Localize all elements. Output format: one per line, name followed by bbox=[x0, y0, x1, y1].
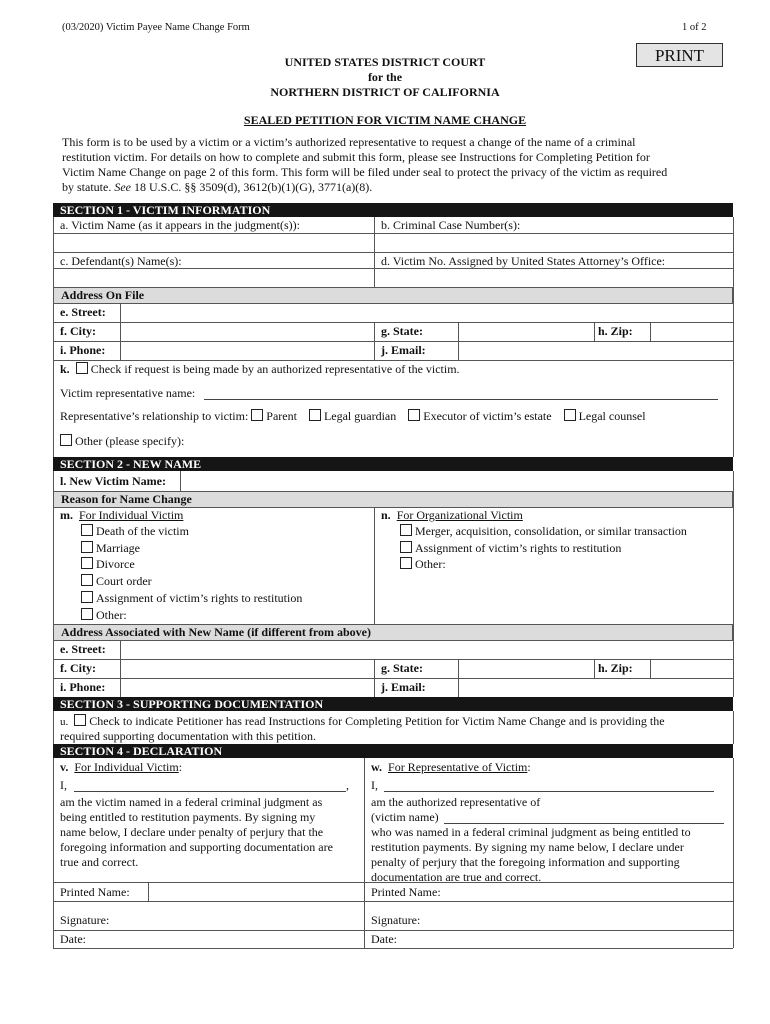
other-row bbox=[60, 434, 184, 449]
w-line: who was named in a federal criminal judgment as being entitled to bbox=[371, 825, 691, 839]
case-number-label: b. Criminal Case Number(s): bbox=[381, 218, 521, 232]
rep-name-label: Victim representative name: bbox=[60, 386, 196, 400]
intro-prefix: by statute. bbox=[62, 180, 115, 194]
rep-name-input[interactable] bbox=[204, 399, 718, 400]
divider bbox=[148, 882, 149, 901]
death-label: Death of the victim bbox=[96, 524, 189, 538]
rule bbox=[53, 901, 733, 902]
docs-check-row bbox=[60, 714, 665, 729]
zip-input[interactable] bbox=[652, 324, 732, 339]
new-address-header: Address Associated with New Name (if different from above) bbox=[53, 625, 733, 640]
border-right bbox=[733, 758, 734, 948]
v-line: foregoing information and supporting documentation are bbox=[60, 840, 333, 854]
section4-header: SECTION 4 - DECLARATION bbox=[53, 744, 733, 758]
death-checkbox[interactable] bbox=[81, 524, 93, 536]
other-checkbox[interactable] bbox=[60, 434, 72, 446]
w-declaration-text bbox=[371, 795, 731, 885]
w-date-input[interactable] bbox=[403, 932, 731, 946]
intro-suffix: 18 U.S.C. §§ 3509(d), 3612(b)(1)(G), 3771(a)(8). bbox=[130, 180, 373, 194]
reason-header: Reason for Name Change bbox=[53, 492, 733, 507]
defendant-name-label: c. Defendant(s) Name(s): bbox=[60, 254, 182, 268]
section2-header: SECTION 2 - NEW NAME bbox=[53, 457, 733, 471]
n-letter: n. bbox=[381, 508, 391, 522]
divider bbox=[180, 471, 181, 491]
docs-checkbox[interactable] bbox=[74, 714, 86, 726]
relationship-label: Representative’s relationship to victim: bbox=[60, 409, 249, 423]
victim-number-label: d. Victim No. Assigned by United States Attorney’s Office: bbox=[381, 254, 666, 268]
v-comma: , bbox=[346, 778, 349, 792]
reason-option bbox=[400, 524, 687, 539]
divider bbox=[594, 322, 595, 341]
border-left bbox=[53, 758, 54, 948]
victim-name-input[interactable] bbox=[55, 234, 373, 251]
email-input[interactable] bbox=[460, 343, 732, 358]
v-line: am the victim named in a federal criminal judgment as bbox=[60, 795, 323, 809]
reason-option bbox=[400, 541, 621, 556]
w-title: For Representative of Victim bbox=[388, 760, 528, 774]
print-button[interactable]: PRINT bbox=[636, 43, 723, 67]
rep-declaration-title: w. For Representative of Victim: bbox=[371, 760, 531, 774]
intro-line: This form is to be used by a victim or a victim’s authorized representative to request a change of the name of a criminal bbox=[62, 135, 636, 149]
v-signature-label: Signature: bbox=[60, 913, 110, 927]
phone-label: i. Phone: bbox=[60, 680, 106, 694]
w-name-input[interactable] bbox=[384, 791, 714, 792]
m-other-checkbox[interactable] bbox=[81, 608, 93, 620]
city-label: f. City: bbox=[60, 661, 96, 675]
v-name-input[interactable] bbox=[74, 791, 346, 792]
v-letter: v. bbox=[60, 760, 69, 774]
new-street-input[interactable] bbox=[122, 642, 732, 657]
email-label: j. Email: bbox=[381, 343, 426, 357]
divider bbox=[594, 659, 595, 678]
marriage-label: Marriage bbox=[96, 541, 140, 555]
relationship-row bbox=[60, 409, 646, 424]
merger-label: Merger, acquisition, consolidation, or similar transaction bbox=[415, 524, 687, 538]
new-city-input[interactable] bbox=[122, 661, 372, 676]
rule bbox=[53, 659, 733, 660]
rep-check-row bbox=[60, 362, 460, 377]
court-for: for the bbox=[367, 70, 403, 84]
section1-header: SECTION 1 - VICTIM INFORMATION bbox=[53, 203, 733, 217]
street-input[interactable] bbox=[122, 305, 732, 320]
section3-header: SECTION 3 - SUPPORTING DOCUMENTATION bbox=[53, 697, 733, 711]
city-input[interactable] bbox=[122, 324, 372, 339]
new-phone-input[interactable] bbox=[122, 680, 372, 695]
district-title: NORTHERN DISTRICT OF CALIFORNIA bbox=[270, 85, 500, 99]
reason-option bbox=[81, 557, 135, 572]
intro-paragraph bbox=[62, 135, 722, 195]
u-letter: u. bbox=[60, 716, 69, 728]
court-order-checkbox[interactable] bbox=[81, 574, 93, 586]
divider bbox=[120, 303, 121, 360]
w-line: am the authorized representative of bbox=[371, 795, 541, 809]
form-id: (03/2020) Victim Payee Name Change Form bbox=[62, 22, 250, 33]
counsel-checkbox[interactable] bbox=[564, 409, 576, 421]
zip-label: h. Zip: bbox=[598, 661, 633, 675]
v-printed-name-label: Printed Name: bbox=[60, 885, 130, 899]
rule bbox=[53, 322, 733, 323]
org-reason-title bbox=[381, 508, 523, 523]
rule bbox=[53, 360, 733, 361]
petition-title: SEALED PETITION FOR VICTIM NAME CHANGE bbox=[243, 113, 527, 127]
street-label: e. Street: bbox=[60, 642, 106, 656]
w-line: (victim name) bbox=[371, 810, 439, 824]
counsel-label: Legal counsel bbox=[578, 409, 646, 423]
address-on-file-header: Address On File bbox=[53, 288, 733, 303]
reason-option bbox=[81, 574, 152, 589]
rule bbox=[53, 678, 733, 679]
new-name-input[interactable] bbox=[182, 473, 732, 489]
new-zip-input[interactable] bbox=[652, 661, 732, 676]
executor-checkbox[interactable] bbox=[408, 409, 420, 421]
w-signature-label: Signature: bbox=[371, 913, 421, 927]
border-right bbox=[733, 217, 734, 457]
divider bbox=[650, 659, 651, 678]
victim-number-input[interactable] bbox=[376, 269, 732, 286]
divider bbox=[374, 507, 375, 624]
street-label: e. Street: bbox=[60, 305, 106, 319]
org-assignment-checkbox[interactable] bbox=[400, 541, 412, 553]
w-line: restitution payments. By signing my name below, I declare under bbox=[371, 840, 684, 854]
merger-checkbox[interactable] bbox=[400, 524, 412, 536]
border-right bbox=[733, 711, 734, 744]
parent-label: Parent bbox=[266, 409, 297, 423]
marriage-checkbox[interactable] bbox=[81, 541, 93, 553]
m-title: For Individual Victim bbox=[79, 508, 184, 522]
w-line: penalty of perjury that the foregoing information and supporting bbox=[371, 855, 680, 869]
rep-checkbox[interactable] bbox=[76, 362, 88, 374]
page-number: 1 of 2 bbox=[682, 22, 707, 33]
court-order-label: Court order bbox=[96, 574, 152, 588]
rule bbox=[53, 882, 733, 883]
border-left bbox=[53, 711, 54, 744]
individual-reason-title bbox=[60, 508, 183, 523]
city-label: f. City: bbox=[60, 324, 96, 338]
state-label: g. State: bbox=[381, 661, 423, 675]
rule bbox=[53, 303, 733, 304]
executor-label: Executor of victim’s estate bbox=[423, 409, 552, 423]
intro-line bbox=[62, 180, 722, 195]
v-i-label: I, bbox=[60, 778, 67, 792]
case-number-input[interactable] bbox=[376, 234, 732, 251]
docs-text-1: Check to indicate Petitioner has read Instructions for Completing Petition for Victim Name Change and is providing the bbox=[89, 714, 665, 728]
m-other-label: Other: bbox=[96, 608, 127, 622]
new-state-input[interactable] bbox=[460, 661, 592, 676]
rule bbox=[53, 252, 733, 253]
rule bbox=[53, 948, 733, 949]
new-name-label: l. New Victim Name: bbox=[60, 474, 166, 488]
n-other-label: Other: bbox=[415, 557, 446, 571]
v-line: being entitled to restitution payments. By signing my bbox=[60, 810, 316, 824]
rep-check-text: Check if request is being made by an authorized representative of the victim. bbox=[90, 362, 460, 376]
v-printed-name-input[interactable] bbox=[150, 884, 362, 900]
v-date-label: Date: bbox=[60, 932, 86, 946]
reason-option bbox=[81, 591, 302, 606]
w-printed-name-label: Printed Name: bbox=[371, 885, 441, 899]
w-victim-name-input[interactable] bbox=[444, 823, 724, 824]
divider bbox=[650, 322, 651, 341]
phone-input[interactable] bbox=[122, 343, 372, 358]
org-assignment-label: Assignment of victim’s rights to restitution bbox=[415, 541, 622, 555]
state-input[interactable] bbox=[460, 324, 592, 339]
other-label: Other (please specify): bbox=[75, 434, 185, 448]
intro-line: Victim Name Change on page 2 of this form. This form will be filed under seal to protect the privacy of the victim as required bbox=[62, 165, 668, 179]
w-line: documentation are true and correct. bbox=[371, 870, 542, 884]
guardian-label: Legal guardian bbox=[323, 409, 397, 423]
new-email-input[interactable] bbox=[460, 680, 732, 695]
divorce-checkbox[interactable] bbox=[81, 557, 93, 569]
rule bbox=[53, 341, 733, 342]
rule bbox=[53, 930, 733, 931]
defendant-name-input[interactable] bbox=[55, 269, 373, 286]
reason-option bbox=[81, 608, 127, 623]
reason-option bbox=[400, 557, 446, 572]
email-label: j. Email: bbox=[381, 680, 426, 694]
intro-see: See bbox=[114, 180, 131, 194]
v-line: true and correct. bbox=[60, 855, 139, 869]
v-line: name below, I declare under penalty of perjury that the bbox=[60, 825, 324, 839]
k-letter: k. bbox=[60, 362, 70, 376]
guardian-checkbox[interactable] bbox=[309, 409, 321, 421]
reason-option bbox=[81, 541, 140, 556]
zip-label: h. Zip: bbox=[598, 324, 633, 338]
parent-checkbox[interactable] bbox=[251, 409, 263, 421]
n-title: For Organizational Victim bbox=[396, 508, 523, 522]
intro-line: restitution victim. For details on how to complete and submit this form, please see Instructions for Completing Petition for bbox=[62, 150, 650, 164]
border-right bbox=[733, 471, 734, 697]
w-printed-name-input[interactable] bbox=[450, 884, 732, 900]
assignment-checkbox[interactable] bbox=[81, 591, 93, 603]
v-declaration-text bbox=[60, 795, 360, 870]
v-date-input[interactable] bbox=[92, 932, 362, 946]
w-date-label: Date: bbox=[371, 932, 397, 946]
state-label: g. State: bbox=[381, 324, 423, 338]
w-letter: w. bbox=[371, 760, 383, 774]
n-other-checkbox[interactable] bbox=[400, 557, 412, 569]
border-left bbox=[53, 217, 54, 457]
court-title: UNITED STATES DISTRICT COURT bbox=[284, 55, 486, 69]
phone-label: i. Phone: bbox=[60, 343, 106, 357]
rule bbox=[53, 640, 733, 641]
individual-declaration-title: v. For Individual Victim: bbox=[60, 760, 183, 774]
divorce-label: Divorce bbox=[96, 557, 135, 571]
docs-text-2: required supporting documentation with this petition. bbox=[60, 729, 316, 743]
divider bbox=[120, 640, 121, 697]
reason-option bbox=[81, 524, 189, 539]
divider bbox=[364, 758, 365, 948]
victim-name-label: a. Victim Name (as it appears in the judgment(s)): bbox=[60, 218, 300, 232]
v-title: For Individual Victim bbox=[74, 760, 179, 774]
m-letter: m. bbox=[60, 508, 73, 522]
assignment-label: Assignment of victim’s rights to restitution bbox=[96, 591, 303, 605]
w-i-label: I, bbox=[371, 778, 378, 792]
